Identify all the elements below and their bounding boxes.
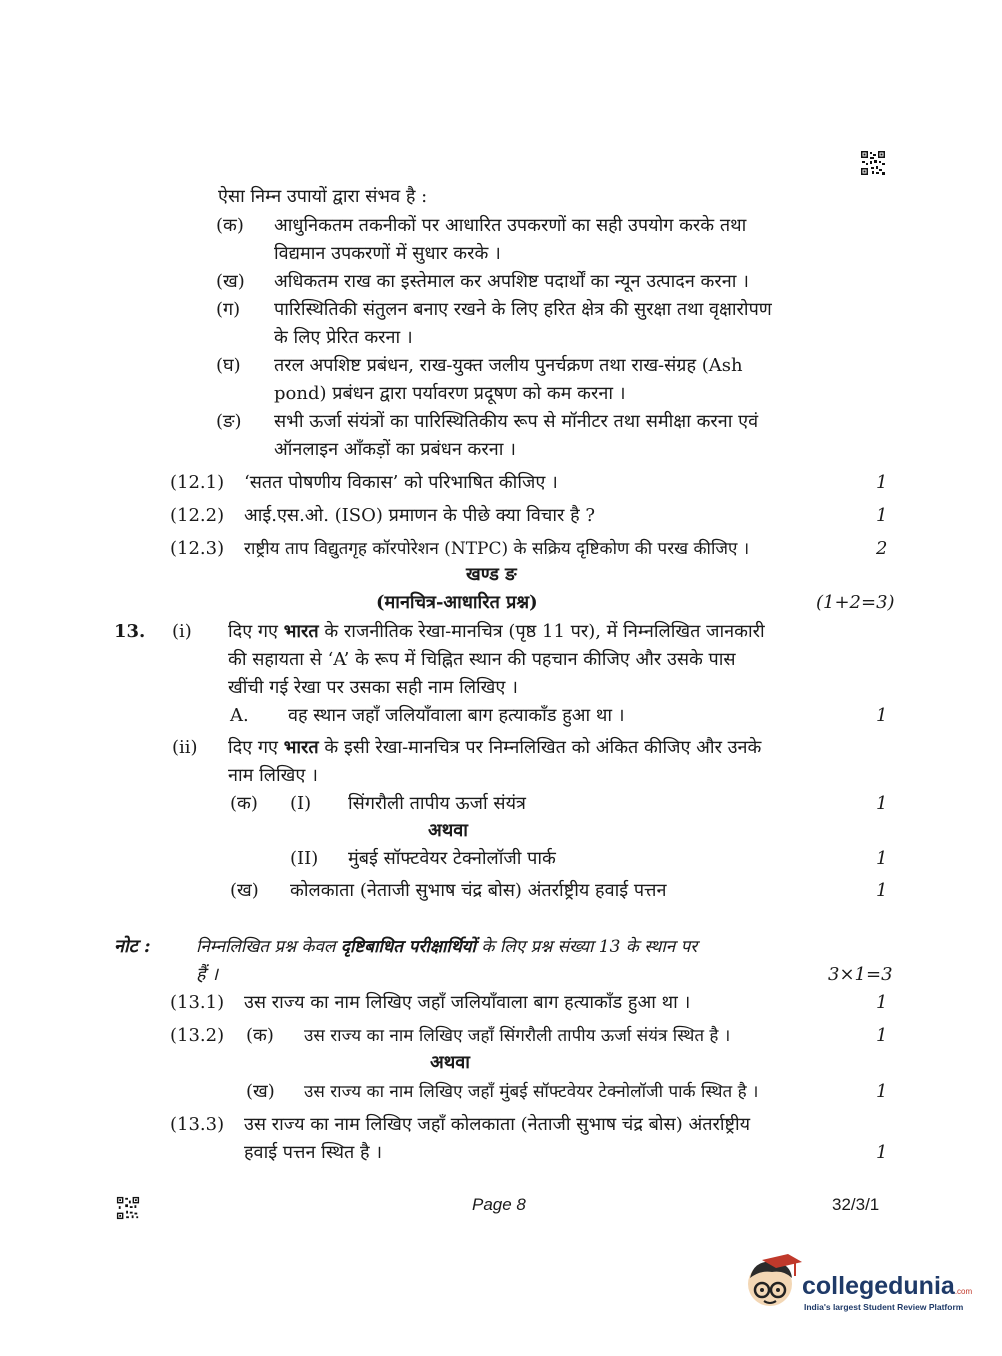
item-text: वह स्थान जहाँ जलियाँवाला बाग हत्याकाँड हुआ था ।: [288, 705, 625, 726]
measure-label: (ख): [216, 271, 245, 292]
question-text: राष्ट्रीय ताप विद्युतगृह कॉरपोरेशन (NTPC) के सक्रिय दृष्टिकोण की परख कीजिए ।: [244, 539, 750, 559]
question-text: दिए गए भारत के इसी रेखा-मानचित्र पर निम्नलिखित को अंकित कीजिए और उनके: [228, 737, 762, 758]
measure-text: तरल अपशिष्ट प्रबंधन, राख-युक्त जलीय पुनर्चक्रण तथा राख-संग्रह (Ash: [274, 355, 743, 376]
question-marks: 1: [876, 848, 888, 869]
item-label: (I): [290, 793, 312, 814]
measure-label: (घ): [216, 355, 241, 376]
note-text: हैं ।: [196, 964, 219, 985]
measure-text: pond) प्रबंधन द्वारा पर्यावरण प्रदूषण को कम करना ।: [274, 383, 626, 404]
brand-name: collegedunia.com: [802, 1272, 973, 1300]
question-marks: 1: [876, 472, 888, 493]
or-label: अथवा: [428, 820, 468, 841]
question-marks: 1: [876, 1025, 888, 1046]
question-number: 13.: [114, 621, 146, 642]
item-label: (क): [230, 793, 258, 814]
paper-code: 32/3/1: [832, 1195, 880, 1214]
item-text: मुंबई सॉफ्टवेयर टेक्नोलॉजी पार्क: [348, 848, 556, 869]
question-marks: 1: [876, 705, 888, 726]
item-text: सिंगरौली तापीय ऊर्जा संयंत्र: [348, 793, 526, 814]
question-text: ‘सतत पोषणीय विकास’ को परिभाषित कीजिए ।: [244, 472, 558, 493]
item-label: (ख): [230, 880, 259, 901]
section-title: खण्ड ङ: [466, 564, 517, 585]
measure-label: (ग): [216, 299, 241, 320]
collegedunia-logo: [742, 1254, 972, 1320]
measure-text: आधुनिकतम तकनीकों पर आधारित उपकरणों का सही उपयोग करके तथा: [274, 215, 747, 236]
question-number: (12.1): [170, 472, 225, 493]
page-number: Page 8: [472, 1195, 526, 1214]
question-number: (12.3): [170, 538, 225, 559]
qr-code-bottom: [116, 1196, 140, 1220]
measure-label: (ङ): [216, 411, 242, 432]
question-marks: 2: [876, 538, 888, 559]
question-text: दिए गए भारत के राजनीतिक रेखा-मानचित्र (पृष्ठ 11 पर), में निम्नलिखित जानकारी: [228, 621, 765, 642]
note-marks: 3×1=3: [828, 964, 893, 985]
question-marks: 1: [876, 793, 888, 814]
question-text: उस राज्य का नाम लिखिए जहाँ सिंगरौली तापीय ऊर्जा संयंत्र स्थित है ।: [304, 1026, 731, 1046]
mascot-icon: [742, 1254, 808, 1320]
or-label: अथवा: [430, 1052, 470, 1073]
question-text: उस राज्य का नाम लिखिए जहाँ मुंबई सॉफ्टवेयर टेक्नोलॉजी पार्क स्थित है ।: [304, 1082, 759, 1102]
note-label: नोट :: [114, 936, 151, 957]
measure-text: के लिए प्रेरित करना ।: [274, 327, 413, 348]
question-text: हवाई पत्तन स्थित है ।: [244, 1142, 383, 1163]
section-subtitle: (मानचित्र-आधारित प्रश्न): [376, 592, 538, 613]
measure-text: ऑनलाइन आँकड़ों का प्रबंधन करना ।: [274, 439, 516, 460]
question-text: की सहायता से ‘A’ के रूप में चिह्नित स्थान की पहचान कीजिए और उसके पास: [228, 649, 736, 670]
item-label: (II): [290, 848, 319, 869]
question-text: उस राज्य का नाम लिखिए जहाँ जलियाँवाला बाग हत्याकाँड हुआ था ।: [244, 992, 691, 1013]
measure-label: (क): [216, 215, 244, 236]
question-marks: 1: [876, 1142, 888, 1163]
question-text: खींची गई रेखा पर उसका सही नाम लिखिए ।: [228, 677, 518, 698]
question-text: आई.एस.ओ. (ISO) प्रमाणन के पीछे क्या विचार है ?: [244, 505, 596, 526]
question-number: (13.3): [170, 1114, 225, 1135]
measure-text: पारिस्थितिकी संतुलन बनाए रखने के लिए हरित क्षेत्र की सुरक्षा तथा वृक्षारोपण: [274, 299, 772, 320]
question-number: (13.2): [170, 1025, 225, 1046]
question-marks: 1: [876, 880, 888, 901]
question-text: नाम लिखिए ।: [228, 765, 318, 786]
item-label: (ख): [246, 1081, 275, 1102]
question-marks: 1: [876, 1081, 888, 1102]
measure-text: विद्यमान उपकरणों में सुधार करके ।: [274, 243, 501, 264]
subpart-label: (ii): [172, 737, 198, 758]
question-number: (13.1): [170, 992, 225, 1013]
note-text: निम्नलिखित प्रश्न केवल दृष्टिबाधित परीक्षार्थियों के लिए प्रश्न संख्या 13 के स्थान पर: [196, 937, 698, 957]
measure-text: सभी ऊर्जा संयंत्रों का पारिस्थितिकीय रूप से मॉनीटर तथा समीक्षा करना एवं: [274, 411, 759, 432]
qr-code-top: [860, 150, 886, 176]
item-label: (क): [246, 1025, 274, 1046]
subpart-label: (i): [172, 621, 192, 642]
question-text: उस राज्य का नाम लिखिए जहाँ कोलकाता (नेताजी सुभाष चंद्र बोस) अंतर्राष्ट्रीय: [244, 1114, 751, 1135]
item-text: कोलकाता (नेताजी सुभाष चंद्र बोस) अंतर्राष्ट्रीय हवाई पत्तन: [290, 880, 667, 901]
item-label: A.: [230, 705, 249, 726]
question-number: (12.2): [170, 505, 225, 526]
question-marks: 1: [876, 992, 888, 1013]
brand-tagline: India's largest Student Review Platform: [804, 1302, 964, 1312]
question-marks: 1: [876, 505, 888, 526]
section-marks: (1+2=3): [816, 592, 895, 613]
measure-text: अधिकतम राख का इस्तेमाल कर अपशिष्ट पदार्थों का न्यून उत्पादन करना ।: [274, 271, 749, 292]
intro-text: ऐसा निम्न उपायों द्वारा संभव है :: [218, 186, 428, 207]
